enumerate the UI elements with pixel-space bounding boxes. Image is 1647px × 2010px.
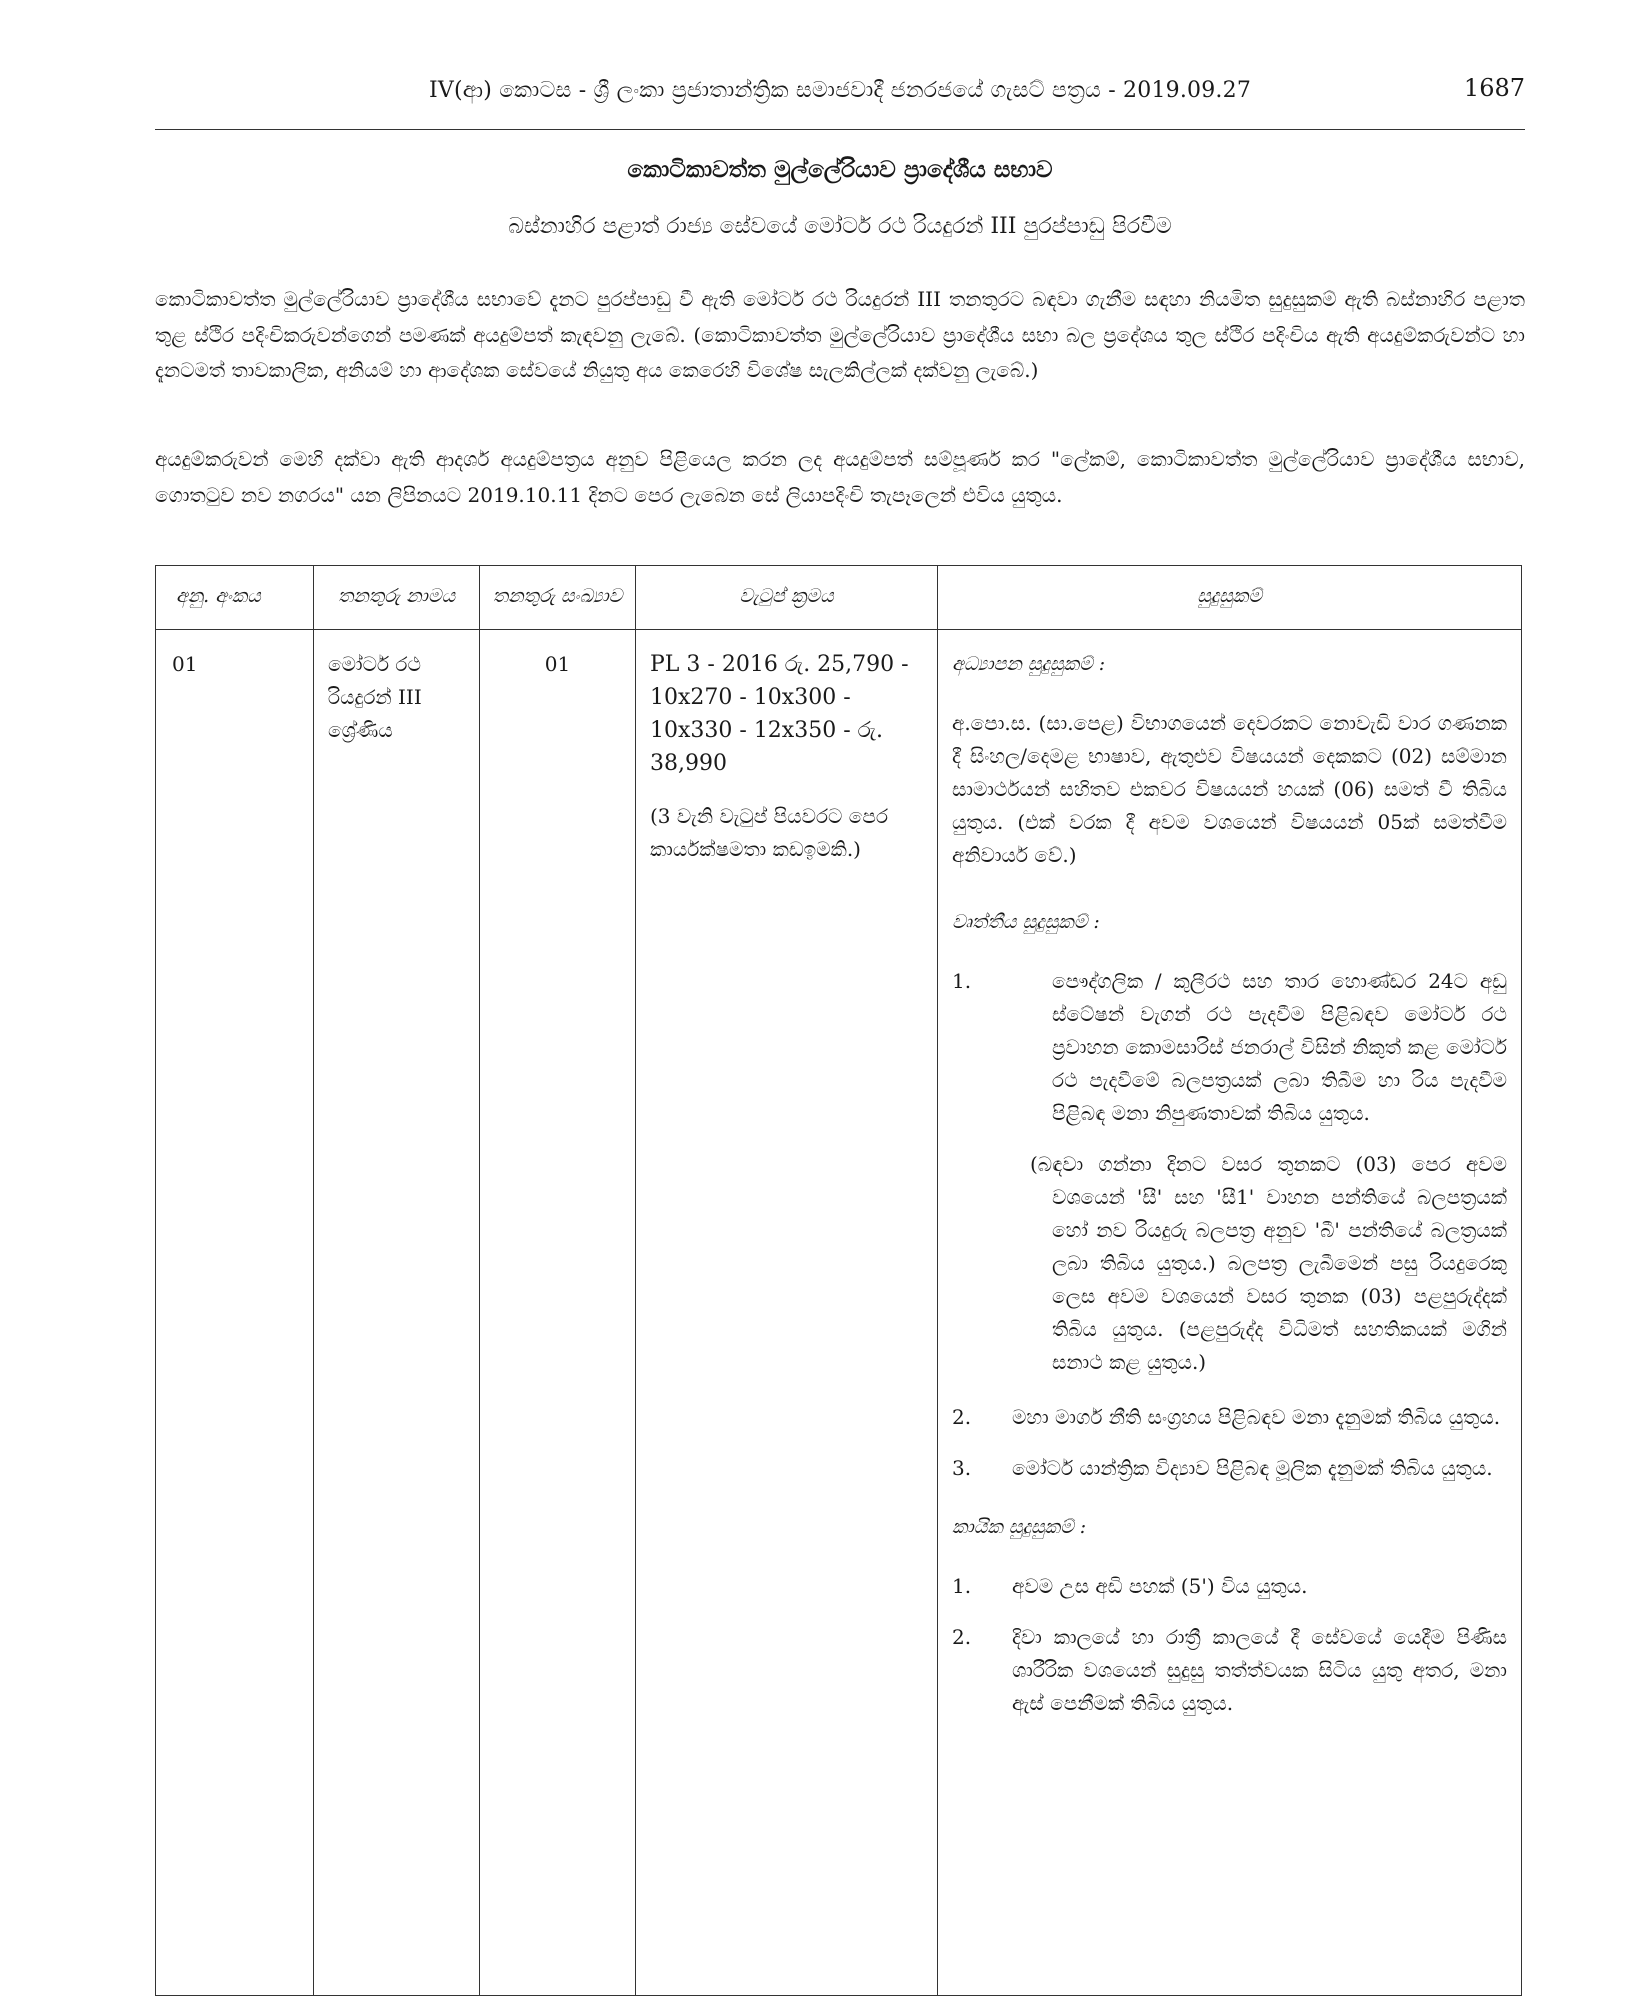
notice-subtitle: බස්නාහිර පළාත් රාජ්‍ය සේවයේ මෝටර් රථ රියදුරන් III පුරප්පාඩු පිරවීම xyxy=(508,214,1172,239)
cell-qualifications xyxy=(938,630,1522,1996)
header-qualifications: සුදුසුකම් xyxy=(938,566,1522,630)
professional-item xyxy=(952,1401,1507,1434)
education-heading: අධ්‍යාපන සුදුසුකම් : xyxy=(952,653,1106,675)
professional-item xyxy=(952,1452,1507,1485)
item-text: මහා මාර්ග නීති සංග්‍රහය පිළිබඳව මනා දැනුමක් තිබිය යුතුය. xyxy=(1012,1405,1501,1429)
page-header xyxy=(155,72,1525,128)
cell-salary xyxy=(636,630,938,1996)
education-text: අ.පො.ස. (සා.පෙළ) විභාගයෙන් දෙවරකට නොවැඩි වාර ගණනක දී සිංහල/දෙමළ භාෂාව, ඇතුළුව විෂයයන් දෙකකට (02) සම්මාන සාමාර්ථයන් සහිතව එකවර විෂයයන් හයක් (06) සමත් වී තිබිය යුතුය. (එක් වරක දී අවම වශයෙන් විෂයයන් 05ක් සමත්වීම අනිවාර්ය වේ.) xyxy=(952,711,1507,867)
physical-item xyxy=(952,1621,1507,1720)
professional-item xyxy=(952,965,1507,1130)
salary-note: (3 වැනි වැටුප් පියවරට පෙර කාර්යක්ෂමතා කඩඉමකි.) xyxy=(650,804,889,861)
item-number: 2. xyxy=(952,1405,972,1429)
cell-serial: 01 xyxy=(156,630,314,1996)
header-title: IV(ආ) කොටස - ශ්‍රී ලංකා ප්‍රජාතාන්ත්‍රික සමාජවාදී ජනරජයේ ගැසට් පත්‍රය - 2019.09.27 xyxy=(428,78,1252,103)
table-header-row xyxy=(156,566,1522,630)
item-number: 1. xyxy=(952,969,972,993)
physical-item xyxy=(952,1570,1507,1603)
item-text: දිවා කාලයේ හා රාත්‍රී කාලයේ දී සේවයේ යෙදීම පිණිස ශාරීරික වශයෙන් සුදුසු තත්ත්වයක සිටිය යුතු අතර, මනා ඇස් පෙනීමක් තිබිය යුතුය. xyxy=(1012,1625,1507,1715)
item-number: 3. xyxy=(952,1456,972,1480)
header-post-name: තනතුරු නාමය xyxy=(314,566,480,630)
vacancy-table xyxy=(155,565,1522,1996)
item-number: 1. xyxy=(952,1574,972,1598)
item-number: 2. xyxy=(952,1625,972,1649)
header-salary: වැටුප් ක්‍රමය xyxy=(636,566,938,630)
item-text: මෝටර් යාන්ත්‍රික විද්‍යාව පිළිබඳ මූලික දැනුමක් තිබිය යුතුය. xyxy=(1012,1456,1493,1480)
header-post-count: තනතුරු සංඛ්‍යාව xyxy=(480,566,636,630)
header-divider xyxy=(155,129,1525,130)
cell-post-name: මෝටර් රථ රියදුරන් III ශ්‍රේණිය xyxy=(314,630,480,1996)
application-paragraph: අයදුම්කරුවන් මෙහි දක්වා ඇති ආදර්ශ අයදුම්පත්‍රය අනුව පිළියෙල කරන ලද අයදුම්පත් සම්පූර්ණ කර "ලේකම්, කොටිකාවත්ත මුල්ලේරියාව ප්‍රාදේශීය සභාව, ගොතටුව නව නගරය" යන ලිපිනයට 2019.10.11 දිනට පෙර ලැබෙන සේ ලියාපදිංචි තැපෑලෙන් එවිය යුතුය. xyxy=(155,447,1525,507)
professional-heading: වෘත්තීය සුදුසුකම් : xyxy=(952,911,1100,933)
cell-post-count: 01 xyxy=(480,630,636,1996)
header-serial: අනු. අංකය xyxy=(156,566,314,630)
salary-scale: PL 3 - 2016 රු. 25,790 - 10x270 - 10x300 - 10x330 - 12x350 - රු. 38,990 xyxy=(650,652,909,776)
item-text: අවම උස අඩි පහක් (5') විය යුතුය. xyxy=(1012,1574,1308,1598)
physical-heading: කායික සුදුසුකම් : xyxy=(952,1516,1087,1538)
page-number: 1687 xyxy=(1463,74,1525,102)
notice-title: කොටිකාවත්ත මුල්ලේරියාව ප්‍රාදේශීය සභාව xyxy=(627,156,1053,183)
table-row xyxy=(156,630,1522,1996)
intro-paragraph: කොටිකාවත්ත මුල්ලේරියාව ප්‍රාදේශීය සභාවේ දැනට පුරප්පාඩු වී ඇති මෝටර් රථ රියදුරන් III තනතුරට බඳවා ගැනීම සඳහා නියමිත සුදුසුකම් ඇති බස්නාහිර පළාත තුළ ස්ථිර පදිංචිකරුවන්ගෙන් පමණක් අයදුම්පත් කැඳවනු ලැබේ. (කොටිකාවත්ත මුල්ලේරියාව ප්‍රාදේශීය සභා බල ප්‍රදේශය තුල ස්ථිර පදිංචිය ඇති අයදුම්කරුවන්ට හා දැනටමත් තාවකාලික, අනියම් හා ආදේශක සේවයේ නියුතු අය කෙරෙහි විශේෂ සැලකිල්ලක් දක්වනු ලැබේ.) xyxy=(155,287,1525,382)
professional-note: (බඳවා ගන්නා දිනට වසර තුනකට (03) පෙර අවම වශයෙන් 'සී' සහ 'සී1' වාහන පන්තියේ බලපත්‍රයක් හෝ නව රියදුරු බලපත්‍ර අනුව 'බී' පන්තියේ බලත්‍රයක් ලබා තිබිය යුතුය.) බලපත්‍ර ලැබීමෙන් පසු රියදුරෙකු ලෙස අවම වශයෙන් වසර තුනක (03) පළපුරුද්දක් තිබිය යුතුය. (පළපුරුද්ද විධිමත් සහතිකයක් මගින් සනාථ කළ යුතුය.) xyxy=(1030,1152,1507,1374)
item-text: පෞද්ගලික / කුලීරථ සහ තාර හොණ්ඩර 24ට අඩු ස්ටේෂන් වැගන් රථ පැදවීම පිළිබඳව මෝටර් රථ ප්‍රවාහන කොමසාරිස් ජනරාල් විසින් නිකුත් කළ මෝටර් රථ පැදවීමේ බලපත්‍රයක් ලබා තිබීම හා රිය පැදවීම පිළිබඳ මනා නිපුණතාවක් තිබිය යුතුය. xyxy=(1052,969,1507,1125)
